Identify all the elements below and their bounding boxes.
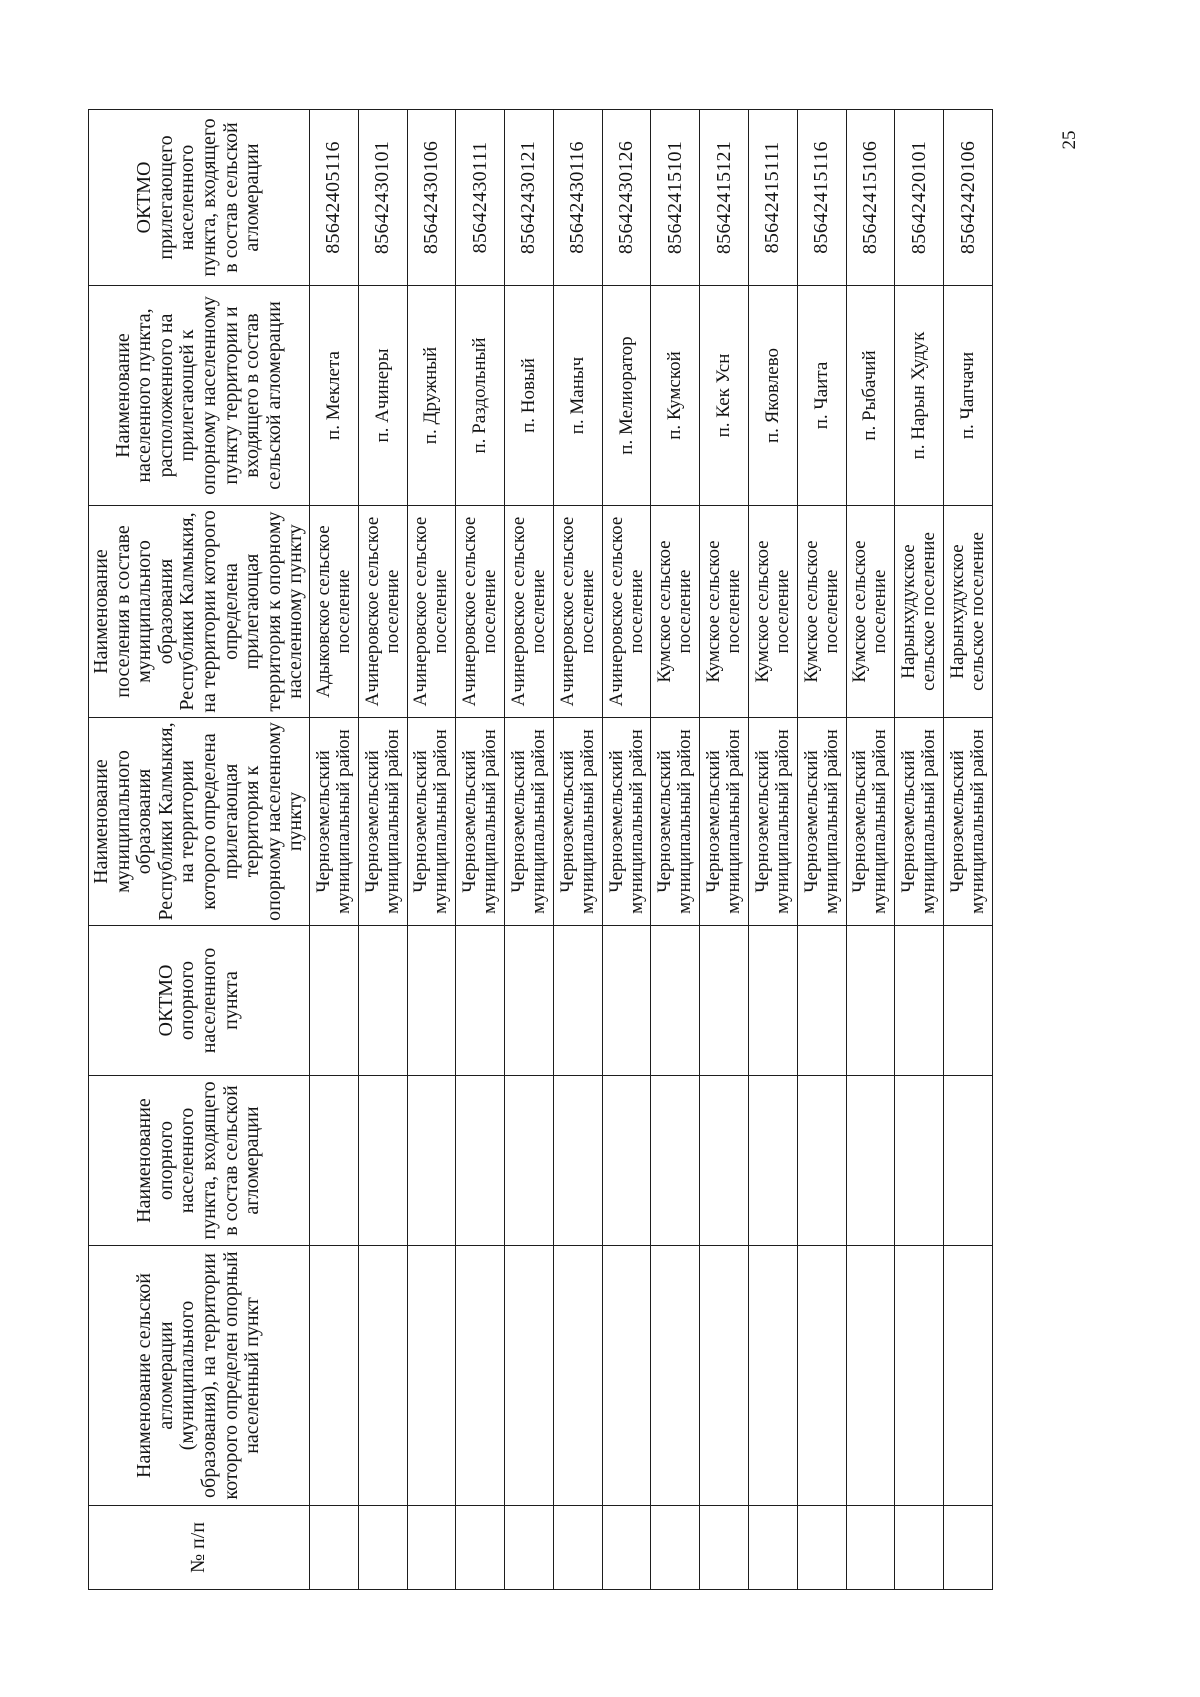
empty-cell [700, 1506, 749, 1590]
empty-cell [895, 1076, 944, 1246]
empty-cell [651, 1506, 700, 1590]
empty-cell [748, 1076, 797, 1246]
district-cell: Черноземельский муниципальный район [895, 718, 944, 926]
table-row [846, 110, 895, 1590]
empty-cell [700, 1076, 749, 1246]
empty-cell [944, 1076, 993, 1246]
settlement-cell: Кумское сельское поселение [846, 506, 895, 718]
locality-cell: п. Кумской [651, 286, 700, 506]
settlement-cell: Ачинеровское сельское поселение [456, 506, 505, 718]
empty-cell [797, 1246, 846, 1506]
empty-cell [309, 926, 358, 1076]
settlement-cell: Нарынхудукское сельское поселение [944, 506, 993, 718]
oktmo-cell: 85642430126 [602, 110, 651, 286]
oktmo-cell: 85642430116 [553, 110, 602, 286]
oktmo-cell: 85642430106 [407, 110, 456, 286]
locality-cell: п. Чаита [797, 286, 846, 506]
empty-cell [358, 1506, 407, 1590]
district-cell: Черноземельский муниципальный район [407, 718, 456, 926]
locality-cell: п. Ачинеры [358, 286, 407, 506]
table-row [407, 110, 456, 1590]
district-cell: Черноземельский муниципальный район [944, 718, 993, 926]
empty-cell [407, 1506, 456, 1590]
settlement-cell: Нарынхудукское сельское поселение [895, 506, 944, 718]
empty-cell [602, 1246, 651, 1506]
landscape-table-frame [88, 110, 993, 1590]
district-cell: Черноземельский муниципальный район [553, 718, 602, 926]
district-cell: Черноземельский муниципальный район [456, 718, 505, 926]
empty-cell [846, 1246, 895, 1506]
header-cell: № п/п [89, 1506, 310, 1590]
empty-cell [651, 926, 700, 1076]
locality-cell: п. Яковлево [748, 286, 797, 506]
empty-cell [797, 926, 846, 1076]
empty-cell [846, 1076, 895, 1246]
empty-cell [358, 1076, 407, 1246]
empty-cell [456, 926, 505, 1076]
settlement-cell: Ачинеровское сельское поселение [505, 506, 554, 718]
empty-cell [895, 1506, 944, 1590]
empty-cell [602, 926, 651, 1076]
district-cell: Черноземельский муниципальный район [846, 718, 895, 926]
district-cell: Черноземельский муниципальный район [797, 718, 846, 926]
locality-cell: п. Меклета [309, 286, 358, 506]
oktmo-cell: 85642415121 [700, 110, 749, 286]
oktmo-cell: 85642430121 [505, 110, 554, 286]
locality-cell: п. Мелиоратор [602, 286, 651, 506]
table-row [553, 110, 602, 1590]
empty-cell [602, 1076, 651, 1246]
empty-cell [407, 926, 456, 1076]
empty-cell [651, 1076, 700, 1246]
empty-cell [505, 1246, 554, 1506]
empty-cell [944, 1506, 993, 1590]
empty-cell [407, 1246, 456, 1506]
settlement-cell: Кумское сельское поселение [700, 506, 749, 718]
empty-cell [944, 1246, 993, 1506]
empty-cell [505, 1506, 554, 1590]
locality-cell: п. Дружный [407, 286, 456, 506]
locality-cell: п. Чапчачи [944, 286, 993, 506]
empty-cell [505, 1076, 554, 1246]
page-number: 25 [1059, 130, 1080, 150]
oktmo-cell: 85642415111 [748, 110, 797, 286]
locality-cell: п. Новый [505, 286, 554, 506]
empty-cell [797, 1076, 846, 1246]
empty-cell [797, 1506, 846, 1590]
empty-cell [456, 1506, 505, 1590]
settlement-cell: Ачинеровское сельское поселение [358, 506, 407, 718]
oktmo-cell: 85642405116 [309, 110, 358, 286]
empty-cell [748, 926, 797, 1076]
settlement-cell: Кумское сельское поселение [748, 506, 797, 718]
empty-cell [407, 1076, 456, 1246]
locality-cell: п. Маныч [553, 286, 602, 506]
empty-cell [358, 926, 407, 1076]
header-cell: ОКТМО прилегающего населенного пункта, входящего в состав сельской агломерации [89, 110, 310, 286]
empty-cell [309, 1076, 358, 1246]
header-row [89, 110, 310, 1590]
table-row [797, 110, 846, 1590]
settlement-cell: Ачинеровское сельское поселение [553, 506, 602, 718]
table-row [700, 110, 749, 1590]
header-cell: Наименование сельской агломерации (муниципального образования), на территории которого определен опорный населенный пункт [89, 1246, 310, 1506]
empty-cell [700, 926, 749, 1076]
district-cell: Черноземельский муниципальный район [602, 718, 651, 926]
empty-cell [505, 926, 554, 1076]
oktmo-cell: 85642420101 [895, 110, 944, 286]
empty-cell [553, 926, 602, 1076]
empty-cell [895, 926, 944, 1076]
rotated-table-container [88, 110, 993, 1590]
settlement-cell: Ачинеровское сельское поселение [407, 506, 456, 718]
district-cell: Черноземельский муниципальный район [358, 718, 407, 926]
settlement-cell: Кумское сельское поселение [651, 506, 700, 718]
oktmo-cell: 85642430111 [456, 110, 505, 286]
table-row [602, 110, 651, 1590]
empty-cell [651, 1246, 700, 1506]
empty-cell [553, 1076, 602, 1246]
empty-cell [846, 1506, 895, 1590]
empty-cell [700, 1246, 749, 1506]
table-row [748, 110, 797, 1590]
settlement-cell: Кумское сельское поселение [797, 506, 846, 718]
empty-cell [358, 1246, 407, 1506]
table-row [895, 110, 944, 1590]
settlement-cell: Адыковское сельское поселение [309, 506, 358, 718]
settlement-cell: Ачинеровское сельское поселение [602, 506, 651, 718]
table-row [944, 110, 993, 1590]
oktmo-cell: 85642415101 [651, 110, 700, 286]
empty-cell [748, 1246, 797, 1506]
header-cell: ОКТМО опорного населенного пункта [89, 926, 310, 1076]
district-cell: Черноземельский муниципальный район [748, 718, 797, 926]
empty-cell [944, 926, 993, 1076]
oktmo-cell: 85642430101 [358, 110, 407, 286]
agglomeration-table [88, 109, 993, 1590]
table-row [309, 110, 358, 1590]
empty-cell [895, 1246, 944, 1506]
empty-cell [309, 1246, 358, 1506]
oktmo-cell: 85642415106 [846, 110, 895, 286]
empty-cell [748, 1506, 797, 1590]
locality-cell: п. Нарын Худук [895, 286, 944, 506]
header-cell: Наименование опорного населенного пункта, входящего в состав сельской агломерации [89, 1076, 310, 1246]
locality-cell: п. Кек Усн [700, 286, 749, 506]
district-cell: Черноземельский муниципальный район [309, 718, 358, 926]
district-cell: Черноземельский муниципальный район [651, 718, 700, 926]
oktmo-cell: 85642420106 [944, 110, 993, 286]
header-cell: Наименование муниципального образования Республики Калмыкия, на территории которого определена прилегающая территория к опорному населенному пункту [89, 718, 310, 926]
oktmo-cell: 85642415116 [797, 110, 846, 286]
empty-cell [309, 1506, 358, 1590]
table-row [456, 110, 505, 1590]
empty-cell [553, 1246, 602, 1506]
locality-cell: п. Раздольный [456, 286, 505, 506]
header-cell: Наименование населенного пункта, расположенного на прилегающей к опорному населенному пункту территории и входящего в состав сельской агломерации [89, 286, 310, 506]
empty-cell [846, 926, 895, 1076]
district-cell: Черноземельский муниципальный район [505, 718, 554, 926]
empty-cell [456, 1246, 505, 1506]
locality-cell: п. Рыбачий [846, 286, 895, 506]
district-cell: Черноземельский муниципальный район [700, 718, 749, 926]
table-row [651, 110, 700, 1590]
empty-cell [456, 1076, 505, 1246]
table-row [505, 110, 554, 1590]
empty-cell [602, 1506, 651, 1590]
header-cell: Наименование поселения в составе муниципального образования Республики Калмыкия, на территории которого определена прилегающая территория к опорному населенному пункту [89, 506, 310, 718]
empty-cell [553, 1506, 602, 1590]
table-row [358, 110, 407, 1590]
